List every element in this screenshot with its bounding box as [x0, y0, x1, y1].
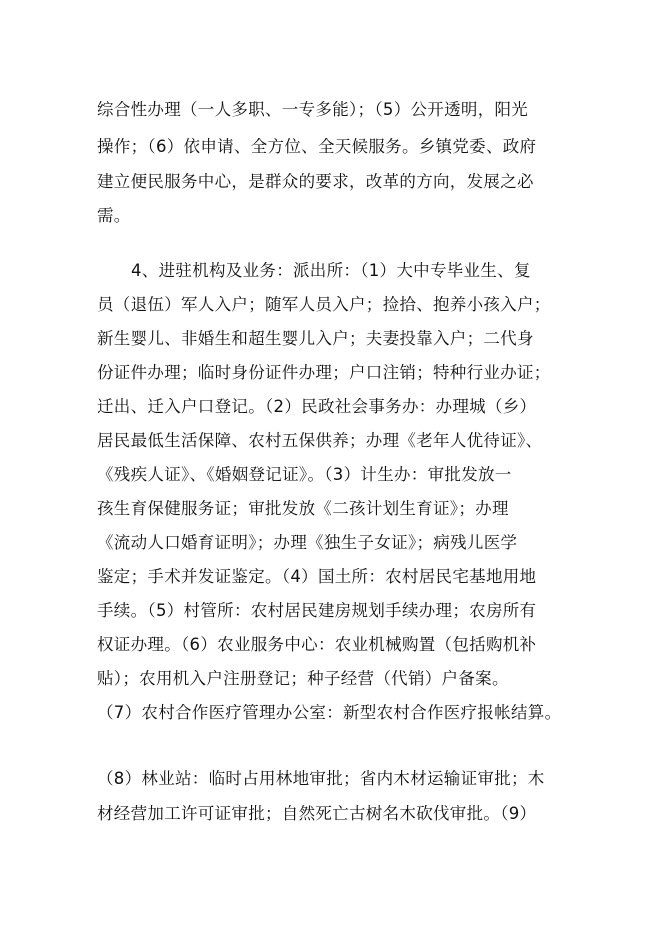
- text-line-2: 操作；（6）依申请、全方位、全天候服务。乡镇党委、政府: [97, 137, 537, 156]
- text-line-18: （7）农村合作医疗管理办公室：新型农村合作医疗报帐结算。: [97, 703, 562, 722]
- text-line-16: 权证办理。（6）农业服务中心：农业机械购置（包括购机补: [97, 635, 537, 654]
- text-line-8: 份证件办理；临时身份证件办理；户口注销；特种行业办证；: [97, 363, 551, 382]
- text-line-13: 《流动人口婚育证明》；办理《独生子女证》；病残儿医学: [97, 533, 518, 552]
- text-line-12: 孩生育保健服务证；审批发放《二孩计划生育证》；办理: [97, 499, 509, 518]
- text-line-20: 材经营加工许可证审批；自然死亡古树名木砍伐审批。（9）: [97, 804, 537, 823]
- text-line-5: 4、进驻机构及业务：派出所：（1）大中专毕业生、复: [131, 261, 531, 280]
- text-line-7: 新生婴儿、非婚生和超生婴儿入户；夫妻投靠入户；二代身: [97, 329, 534, 348]
- text-line-6: 员（退伍）军人入户；随军人员入户；捡拾、抱养小孩入户；: [97, 295, 551, 314]
- text-line-10: 居民最低生活保障、农村五保供养；办理《老年人优待证》、: [97, 431, 543, 450]
- text-line-1: 综合性办理（一人多职、一专多能）；（5）公开透明，阳光: [97, 100, 529, 119]
- text-line-15: 手续。（5）村管所：农村居民建房规划手续办理；农房所有: [97, 601, 537, 620]
- text-line-9: 迁出、迁入户口登记。（2）民政社会事务办：办理城（乡）: [97, 397, 537, 416]
- text-line-3: 建立便民服务中心，是群众的要求，改革的方向，发展之必: [97, 172, 534, 191]
- text-line-14: 鉴定；手术并发证鉴定。（4）国土所：农村居民宅基地用地: [97, 567, 537, 586]
- text-line-17: 贴）；农用机入户注册登记；种子经营（代销）户备案。: [97, 669, 509, 688]
- text-line-19: （8）林业站：临时占用林地审批；省内木材运输证审批；木: [97, 769, 545, 788]
- text-line-11: 《残疾人证》、《婚姻登记证》。（3）计生办：审批发放一: [97, 465, 512, 484]
- text-line-4: 需。: [97, 206, 131, 225]
